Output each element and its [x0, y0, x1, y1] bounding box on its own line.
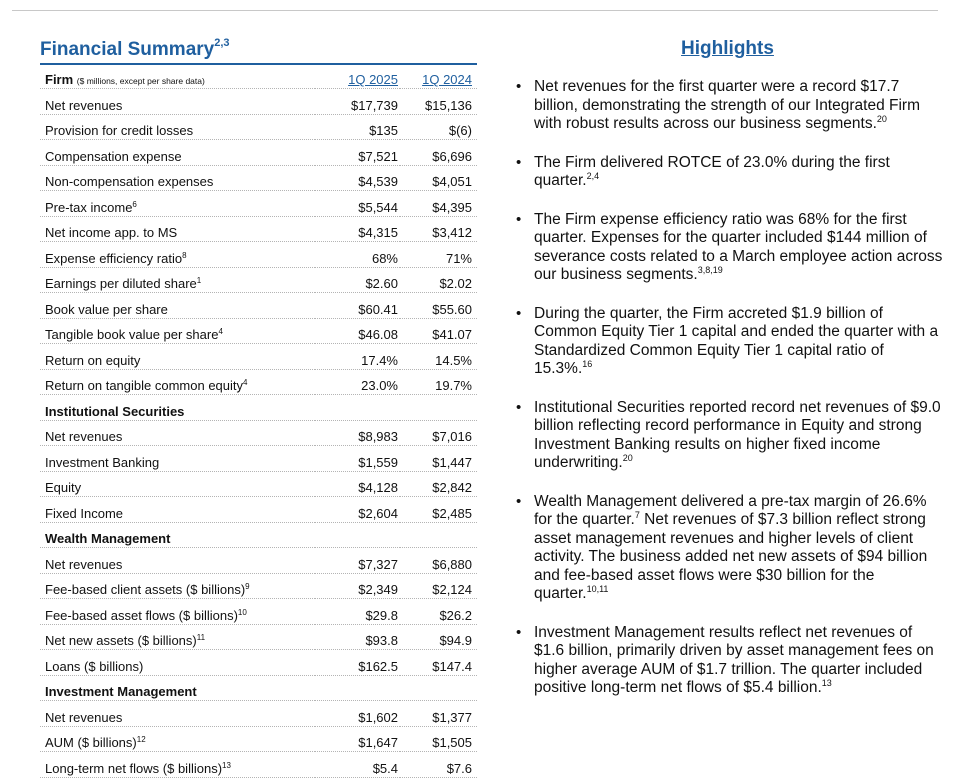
table-row — [40, 89, 477, 115]
value-1q2025: $2.60 — [315, 267, 400, 293]
financial-summary-panel — [40, 33, 477, 778]
table-row — [40, 726, 477, 752]
table-row — [40, 242, 477, 268]
value-1q2025: 68% — [315, 242, 400, 268]
row-label-cell — [40, 140, 315, 166]
row-label-cell — [40, 599, 315, 625]
highlight-text: During the quarter, the Firm accreted $1.9 billion of Common Equity Tier 1 capital and ended the quarter with a Standardized Common Equity Tier 1 capital ratio of 15.3%. — [534, 304, 939, 377]
row-label: Net income app. to MS — [45, 225, 178, 240]
table-row — [40, 701, 477, 727]
highlight-footnote: 3,8,19 — [697, 265, 723, 275]
row-label-cell — [40, 420, 315, 446]
value-1q2025: $5.4 — [315, 752, 400, 778]
highlight-text: Net revenues for the first quarter were a record $17.7 billion, demonstrating the strength of our Integrated Firm with robust results across our business segments. — [534, 78, 920, 132]
value-1q2024: 14.5% — [400, 344, 477, 370]
section-header-row — [40, 675, 477, 701]
top-divider — [12, 10, 938, 11]
table-row — [40, 573, 477, 599]
row-label-cell — [40, 369, 315, 395]
bullet-icon: • — [516, 623, 522, 641]
table-row — [40, 165, 477, 191]
highlight-text: Wealth Management delivered a pre-tax margin of 26.6% for the quarter. — [534, 492, 927, 528]
value-1q2024: $4,051 — [400, 165, 477, 191]
table-row — [40, 471, 477, 497]
row-label-cell — [40, 624, 315, 650]
highlight-footnote: 20 — [876, 114, 887, 124]
row-label-cell — [40, 165, 315, 191]
value-1q2024: $15,136 — [400, 89, 477, 115]
row-footnote: 8 — [182, 250, 187, 260]
value-1q2025: $2,604 — [315, 497, 400, 523]
table-row — [40, 446, 477, 472]
row-footnote: 1 — [196, 276, 202, 285]
highlight-item — [510, 154, 945, 191]
highlight-text: The Firm expense efficiency ratio was 68% for the first quarter. Expenses for the quarter included $144 million of severance costs related to a March employee action across our business segments. — [534, 210, 943, 283]
table-row — [40, 114, 477, 140]
table-header-row — [40, 64, 477, 89]
row-footnote: 10 — [237, 607, 247, 617]
value-1q2025: $4,539 — [315, 165, 400, 191]
value-1q2024: $26.2 — [400, 599, 477, 625]
row-label: Book value per share — [45, 301, 168, 317]
highlight-footnote: 20 — [622, 453, 633, 463]
section-header: Investment Management — [40, 675, 477, 701]
column-header-1q2024: 1Q 2024 — [400, 64, 477, 89]
row-label-cell — [40, 548, 315, 574]
row-label: Expense efficiency ratio — [45, 250, 183, 266]
financial-summary-body — [40, 89, 477, 778]
value-1q2025: $1,602 — [315, 701, 400, 727]
row-footnote: 4 — [243, 378, 248, 387]
value-1q2024: $55.60 — [400, 293, 477, 319]
value-1q2024: $2,124 — [400, 573, 477, 599]
section-header-row — [40, 395, 477, 421]
value-1q2024: $7.6 — [400, 752, 477, 778]
bullet-icon: • — [516, 398, 522, 416]
row-label: Provision for credit losses — [45, 123, 194, 138]
value-1q2024: $6,696 — [400, 140, 477, 166]
row-label-cell — [40, 471, 315, 497]
highlight-text: Investment Management results reflect net revenues of $1.6 billion, primarily driven by asset management fees on higher average AUM of $1.7 trillion. The quarter included positive long-term net flows of $5.4 billion. — [534, 623, 934, 696]
value-1q2024: $41.07 — [400, 318, 477, 344]
table-row — [40, 548, 477, 574]
highlights-title: Highlights — [681, 38, 774, 59]
row-label: Pre-tax income — [45, 199, 133, 215]
firm-header: Firm ($ millions, except per share data) — [40, 64, 315, 89]
value-1q2025: $4,315 — [315, 216, 400, 242]
table-row — [40, 267, 477, 293]
row-label-cell — [40, 446, 315, 472]
row-label-cell — [40, 89, 315, 115]
value-1q2024: 19.7% — [400, 369, 477, 395]
value-1q2025: $2,349 — [315, 573, 400, 599]
table-row — [40, 369, 477, 395]
row-label: Investment Banking — [45, 454, 160, 470]
table-row — [40, 650, 477, 676]
summary-title-footnote: 2,3 — [214, 37, 230, 49]
row-label: Net revenues — [45, 556, 123, 572]
table-row — [40, 599, 477, 625]
value-1q2025: $60.41 — [315, 293, 400, 319]
value-1q2025: $7,327 — [315, 548, 400, 574]
value-1q2024: $2,842 — [400, 471, 477, 497]
value-1q2025: $162.5 — [315, 650, 400, 676]
value-1q2024: 71% — [400, 242, 477, 268]
table-row — [40, 344, 477, 370]
value-1q2024: $7,016 — [400, 420, 477, 446]
row-label: Long-term net flows ($ billions) — [45, 760, 223, 776]
table-row — [40, 191, 477, 217]
row-label-cell — [40, 114, 315, 140]
value-1q2025: $1,647 — [315, 726, 400, 752]
column-header-1q2025: 1Q 2025 — [315, 64, 400, 89]
row-label-cell — [40, 752, 315, 778]
table-row — [40, 497, 477, 523]
highlight-text: The Firm delivered ROTCE of 23.0% during the first quarter. — [534, 153, 890, 189]
highlight-footnote: 16 — [582, 359, 593, 369]
row-label-cell — [40, 293, 315, 319]
highlight-item — [510, 211, 945, 285]
value-1q2024: $4,395 — [400, 191, 477, 217]
row-label-cell — [40, 242, 315, 268]
bullet-icon: • — [516, 492, 522, 510]
value-1q2025: $17,739 — [315, 89, 400, 115]
row-label: Equity — [45, 480, 82, 495]
highlight-footnote: 13 — [821, 678, 832, 688]
highlights-panel — [510, 36, 945, 718]
row-label: AUM ($ billions) — [45, 735, 137, 750]
row-label: Return on equity — [45, 352, 141, 368]
row-label-cell — [40, 267, 315, 293]
row-label: Fee-based client assets ($ billions) — [45, 582, 246, 597]
table-row — [40, 420, 477, 446]
row-footnote: 6 — [132, 199, 137, 209]
row-label-cell — [40, 344, 315, 370]
summary-title: Financial Summary$^{2,3}$ — [40, 37, 230, 60]
row-footnote: 13 — [222, 760, 231, 770]
row-label: Earnings per diluted share — [45, 276, 197, 291]
table-row — [40, 318, 477, 344]
row-label-cell — [40, 497, 315, 523]
value-1q2025: $46.08 — [315, 318, 400, 344]
highlight-item — [510, 493, 945, 604]
highlight-footnote: 10,11 — [586, 584, 609, 594]
table-row — [40, 293, 477, 319]
highlight-text-continued: Net revenues of $7.3 billion reflect strong asset management revenues and higher levels of client activity. The business added net new assets of $94 billion and fee-based asset flows were $30 billion for the quarter. — [534, 511, 928, 602]
row-label-cell — [40, 191, 315, 217]
bullet-icon: • — [516, 78, 522, 95]
table-row — [40, 752, 477, 778]
row-footnote: 4 — [218, 327, 223, 336]
value-1q2024: $1,505 — [400, 726, 477, 752]
value-1q2025: $7,521 — [315, 140, 400, 166]
row-label: Return on tangible common equity — [45, 378, 244, 393]
section-header: Institutional Securities — [40, 395, 477, 421]
row-label-cell — [40, 318, 315, 344]
highlight-item — [510, 399, 945, 473]
value-1q2024: $(6) — [400, 114, 477, 140]
value-1q2024: $2,485 — [400, 497, 477, 523]
section-header-row — [40, 522, 477, 548]
table-row — [40, 140, 477, 166]
row-label: Fee-based asset flows ($ billions) — [45, 607, 238, 623]
highlight-text: Institutional Securities reported record net revenues of $9.0 billion reflecting record performance in Equity and strong Investment Banking results on higher fixed income underwriting. — [534, 398, 941, 471]
highlight-item — [510, 624, 945, 698]
value-1q2025: $93.8 — [315, 624, 400, 650]
financial-summary-table — [40, 63, 477, 778]
section-header: Wealth Management — [40, 522, 477, 548]
value-1q2024: $3,412 — [400, 216, 477, 242]
row-label: Net revenues — [45, 429, 123, 444]
value-1q2025: $1,559 — [315, 446, 400, 472]
table-row — [40, 624, 477, 650]
highlight-footnote: 2,4 — [586, 171, 600, 181]
value-1q2025: 23.0% — [315, 369, 400, 395]
value-1q2024: $6,880 — [400, 548, 477, 574]
row-label: Net revenues — [45, 709, 123, 725]
row-label-cell — [40, 573, 315, 599]
row-label-cell — [40, 701, 315, 727]
row-footnote: 11 — [196, 633, 206, 642]
value-1q2025: $5,544 — [315, 191, 400, 217]
value-1q2025: $8,983 — [315, 420, 400, 446]
bullet-icon: • — [516, 210, 522, 228]
bullet-icon: • — [516, 304, 522, 322]
value-1q2024: $1,447 — [400, 446, 477, 472]
value-1q2024: $1,377 — [400, 701, 477, 727]
bullet-icon: • — [516, 153, 522, 171]
row-label: Compensation expense — [45, 148, 182, 164]
row-label: Net revenues — [45, 97, 123, 113]
value-1q2024: $147.4 — [400, 650, 477, 676]
value-1q2024: $94.9 — [400, 624, 477, 650]
firm-units-note: ($ millions, except per share data) — [76, 76, 205, 86]
value-1q2025: $29.8 — [315, 599, 400, 625]
highlight-footnote: 7 — [634, 510, 640, 520]
row-label-cell — [40, 726, 315, 752]
row-label-cell — [40, 216, 315, 242]
row-label: Non-compensation expenses — [45, 174, 214, 189]
value-1q2025: $135 — [315, 114, 400, 140]
highlight-item — [510, 305, 945, 379]
row-label: Fixed Income — [45, 505, 124, 521]
value-1q2025: $4,128 — [315, 471, 400, 497]
table-row — [40, 216, 477, 242]
row-footnote: 9 — [245, 582, 250, 591]
row-label: Net new assets ($ billions) — [45, 633, 197, 648]
highlights-list — [510, 78, 945, 698]
value-1q2024: $2.02 — [400, 267, 477, 293]
value-1q2025: 17.4% — [315, 344, 400, 370]
highlight-item — [510, 78, 945, 134]
row-footnote: 12 — [136, 735, 146, 744]
row-label-cell — [40, 650, 315, 676]
row-label: Loans ($ billions) — [45, 658, 144, 674]
row-label: Tangible book value per share — [45, 327, 219, 342]
